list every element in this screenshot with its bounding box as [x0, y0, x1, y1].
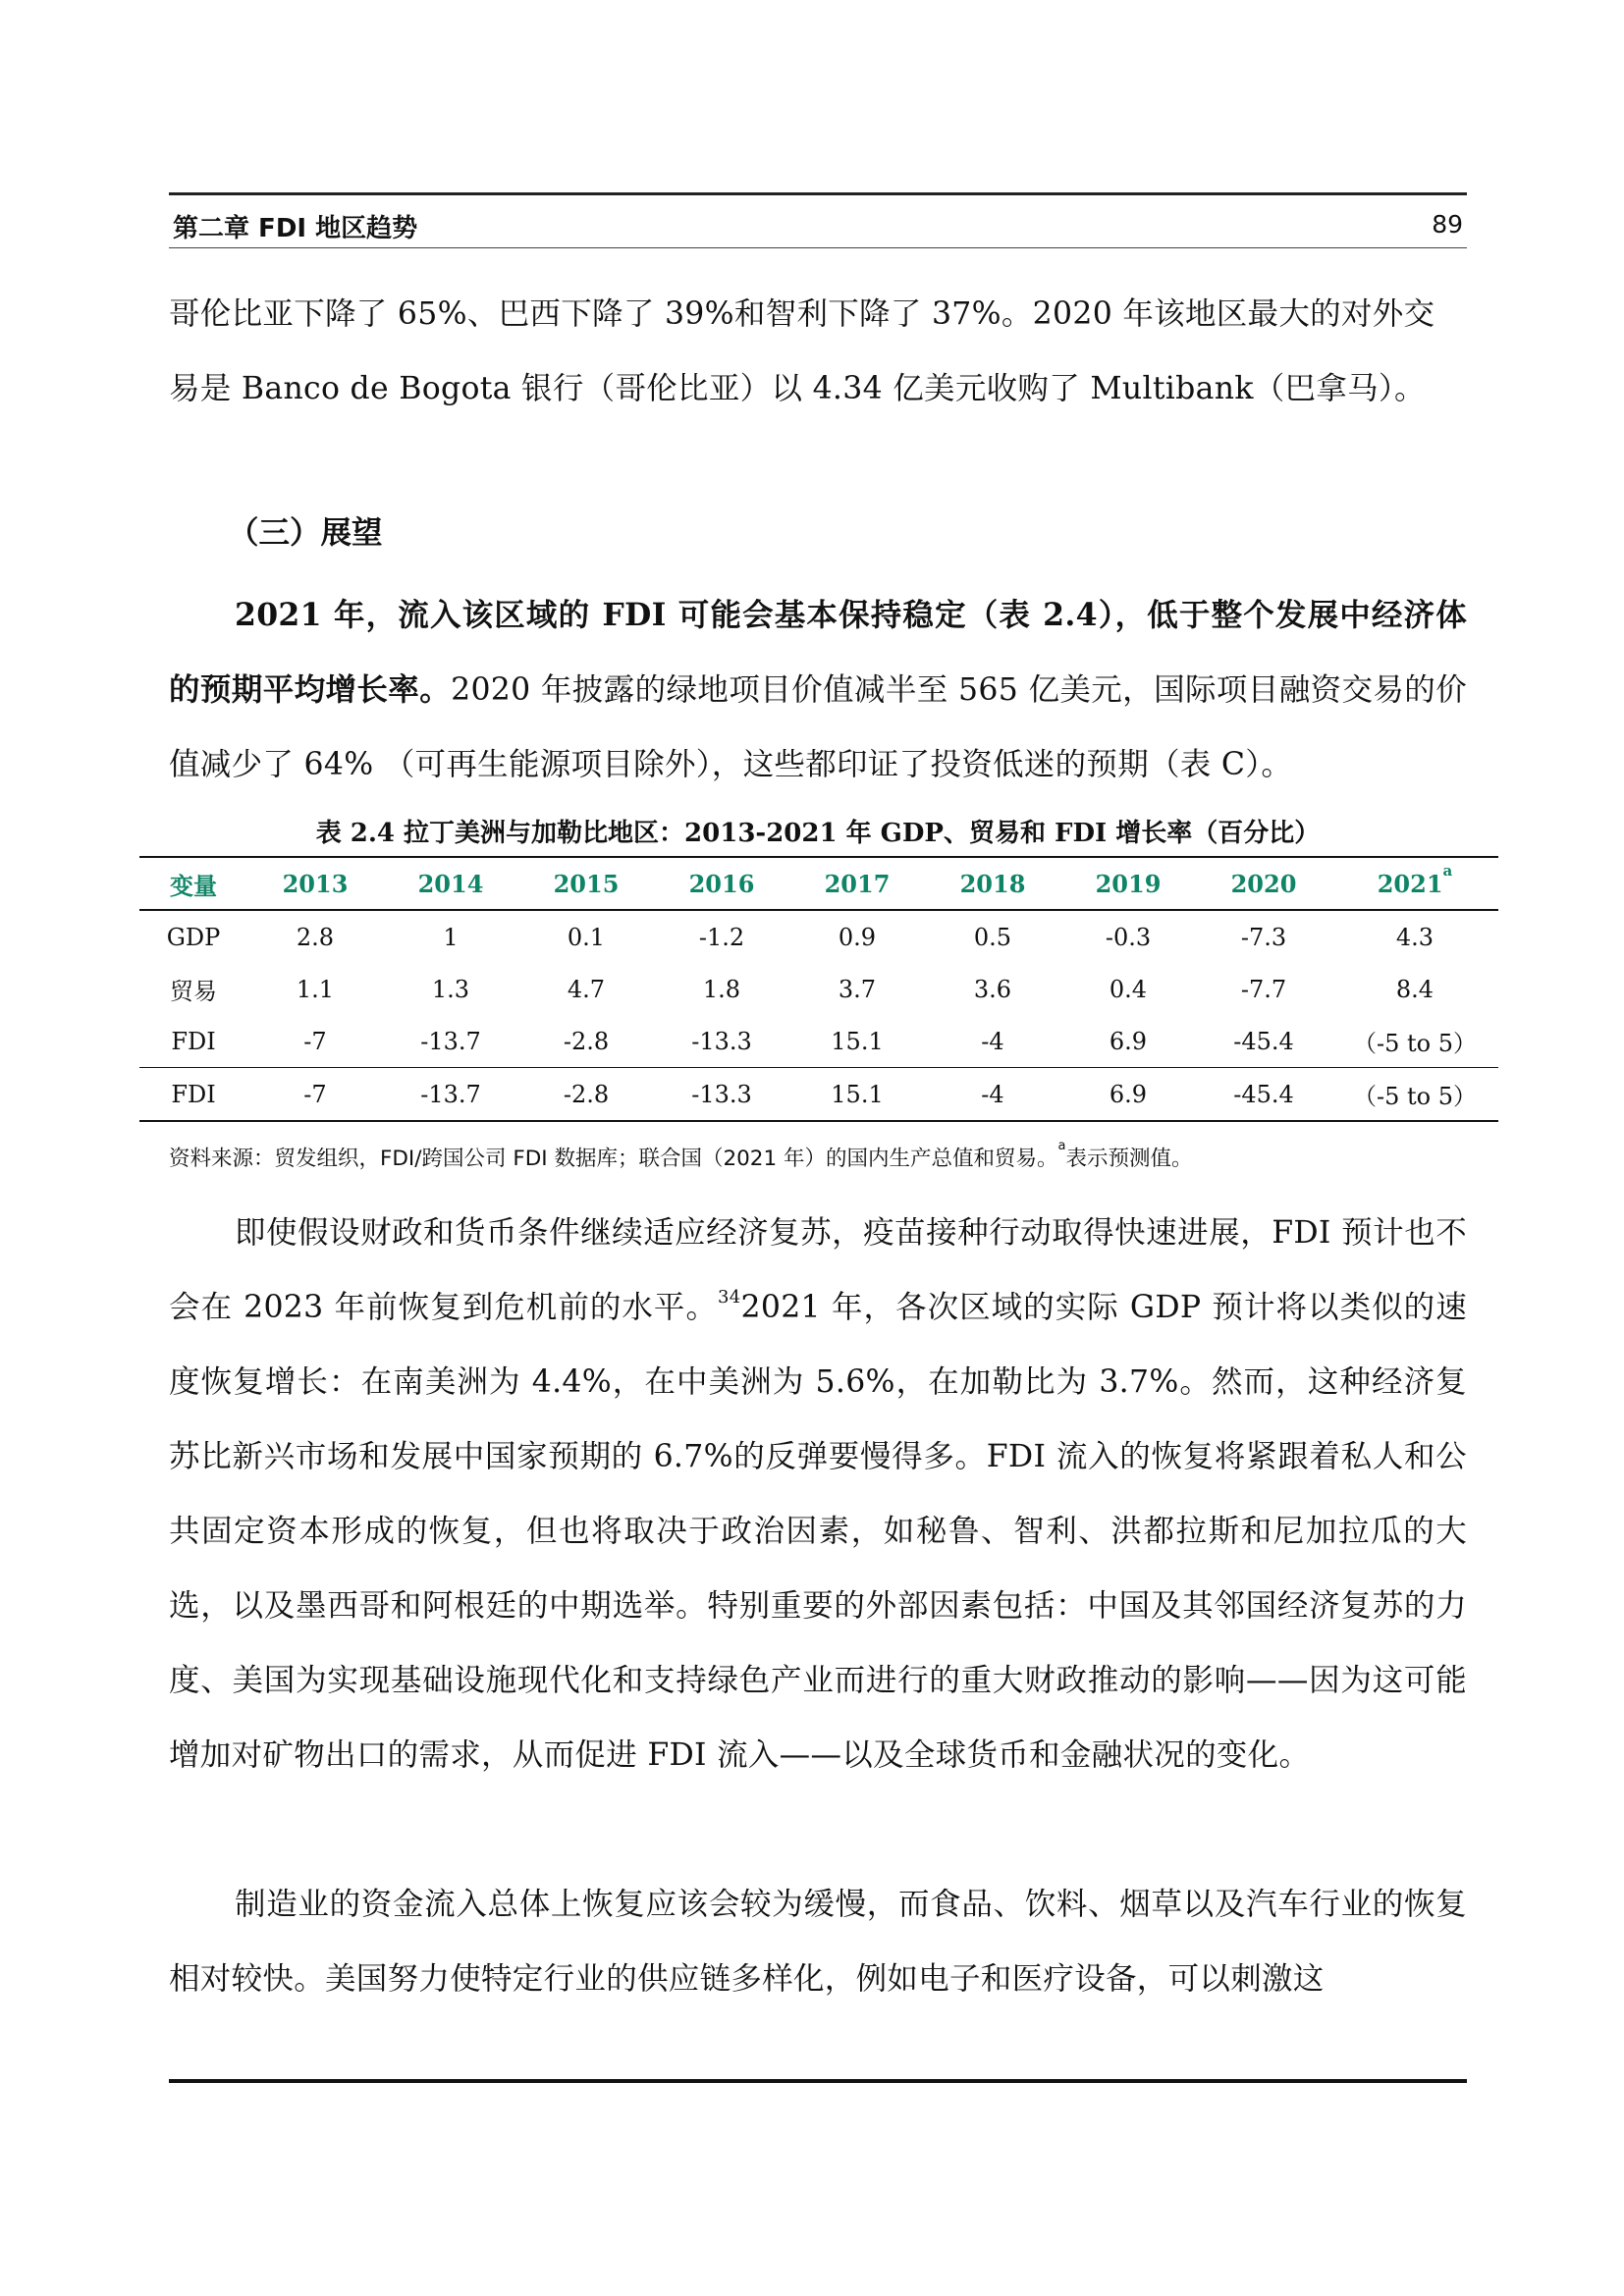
recovery-paragraph — [169, 1196, 1467, 1792]
row-label: FDI — [139, 1068, 247, 1122]
outlook-body: 2020 年披露的绿地项目价值减半至 565 亿美元，国际项目融资交易的价值减少了 64% （可再生能源项目除外），这些都印证了投资低迷的预期（表 C）。 — [169, 672, 1468, 782]
table-cell: 1.3 — [431, 975, 470, 1003]
recovery-text-b: 2021 年，各次区域的实际 GDP 预计将以类似的速度恢复增长：在南美洲为 4.4%，在中美洲为 5.6%，在加勒比为 3.7%。然而，这种经济复苏比新兴市场和发展中国家预期的 6.7%的反弹要慢得多。FDI 流入的恢复将紧跟着私人和公共固定资本形成的恢复，但也将取决于政治因素，如秘鲁、智利、洪都拉斯和尼加拉瓜的大选，以及墨西哥和阿根廷的中期选举。特别重要的外部因素包括：中国及其邻国经济复苏的力度、美国为实现基础设施现代化和支持绿色产业而进行的重大财政推动的影响——因为这可能增加对矿物出口的需求，从而促进 FDI 流入——以及全球货币和金融状况的变化。 — [169, 1290, 1467, 1773]
header-2017: 2017 — [789, 857, 925, 910]
header-2014: 2014 — [383, 857, 518, 910]
table-row — [139, 910, 1498, 963]
header-2016: 2016 — [654, 857, 789, 910]
table-cell: 1.8 — [702, 975, 741, 1003]
row-label: 贸易 — [170, 978, 217, 1005]
table-cell: 6.9 — [1060, 1068, 1196, 1122]
table-cell: -13.3 — [691, 1027, 752, 1055]
table-cell: （-5 to 5） — [1331, 1068, 1498, 1122]
section-heading: （三）展望 — [228, 515, 383, 551]
table-cell: 4.7 — [567, 975, 606, 1003]
table-cell: -13.3 — [654, 1068, 789, 1122]
header-2018: 2018 — [925, 857, 1060, 910]
table-cell: -45.4 — [1233, 1027, 1294, 1055]
table-cell: -45.4 — [1196, 1068, 1331, 1122]
header-2019: 2019 — [1060, 857, 1196, 910]
header-variable: 变量 — [139, 857, 247, 910]
table-cell: 1 — [443, 923, 459, 951]
table-cell: 3.6 — [973, 975, 1012, 1003]
table-cell: 8.4 — [1395, 975, 1435, 1003]
header-bottom-rule — [169, 247, 1467, 248]
header-2020: 2020 — [1196, 857, 1331, 910]
table-row — [139, 963, 1498, 1015]
table-cell: -13.7 — [420, 1027, 481, 1055]
row-label: FDI — [171, 1027, 216, 1055]
recovery-text-a: 即使假设财政和货币条件继续适应经济复苏，疫苗接种行动取得快速进展，FDI 预计也不会在 2023 年前恢复到危机前的水平。 — [169, 1215, 1467, 1325]
table-cell: -4 — [925, 1068, 1060, 1122]
table-cell: -1.2 — [698, 923, 745, 951]
outlook-paragraph — [169, 578, 1467, 802]
table-title: 表 2.4 拉丁美洲与加勒比地区：2013-2021 年 GDP、贸易和 FDI 增长率（百分比） — [315, 819, 1321, 848]
table-cell: 15.1 — [831, 1027, 884, 1055]
header-2021: 2021$^a$ — [1331, 857, 1498, 910]
intro-line-2: 易是 Banco de Bogota 银行（哥伦比亚）以 4.34 亿美元收购了 Multibank（巴拿马）。 — [169, 371, 1426, 406]
table-cell: 2.8 — [296, 923, 335, 951]
table-cell: 0.1 — [567, 923, 606, 951]
page-number: 89 — [1432, 210, 1463, 239]
forecast-marker: a — [1442, 861, 1453, 880]
intro-paragraph — [169, 277, 1467, 426]
table-cell: 0.9 — [838, 923, 877, 951]
table-source-note: 资料来源：贸发组织，FDI/跨国公司 FDI 数据库；联合国（2021 年）的国内生产总值和贸易。$^a$表示预测值。 — [169, 1138, 1193, 1171]
table-cell: 0.4 — [1109, 975, 1148, 1003]
intro-line-1: 哥伦比亚下降了 65%、巴西下降了 39%和智利下降了 37%。2020 年该地区最大的对外交 — [169, 296, 1435, 332]
table-cell: （-5 to 5） — [1353, 1030, 1477, 1057]
header-2013: 2013 — [247, 857, 383, 910]
row-label: GDP — [166, 923, 221, 951]
table-row — [139, 1068, 1498, 1122]
manufacturing-paragraph — [169, 1867, 1467, 2016]
table-cell: -4 — [981, 1027, 1004, 1055]
header-2015: 2015 — [518, 857, 654, 910]
table-cell: 15.1 — [789, 1068, 925, 1122]
table-cell: 0.5 — [973, 923, 1012, 951]
table-row — [139, 1015, 1498, 1068]
table-cell: -7.3 — [1240, 923, 1287, 951]
header-top-rule — [169, 192, 1467, 195]
table-cell: 4.3 — [1395, 923, 1435, 951]
table-cell: -7.7 — [1240, 975, 1287, 1003]
table-cell: -2.8 — [518, 1068, 654, 1122]
chapter-title: 第二章 FDI 地区趋势 — [173, 214, 418, 243]
table-cell: 3.7 — [838, 975, 877, 1003]
table-header-row — [139, 857, 1498, 910]
table-cell: -7 — [247, 1068, 383, 1122]
table-cell: -0.3 — [1105, 923, 1152, 951]
table-cell: 1.1 — [296, 975, 335, 1003]
growth-rate-table — [139, 856, 1498, 1122]
table-cell: -2.8 — [563, 1027, 610, 1055]
footnote-ref: 34 — [718, 1286, 741, 1308]
table-cell: 6.9 — [1109, 1027, 1148, 1055]
footer-rule — [169, 2079, 1467, 2083]
outlook-key-sentence: 2021 年，流入该区域的 FDI 可能会基本保持稳定（表 2.4），低于整个发展中经济体的预期平均增长率。 — [169, 597, 1467, 708]
table-cell: -13.7 — [383, 1068, 518, 1122]
table-cell: -7 — [303, 1027, 327, 1055]
manufacturing-text: 制造业的资金流入总体上恢复应该会较为缓慢，而食品、饮料、烟草以及汽车行业的恢复相对较快。美国努力使特定行业的供应链多样化，例如电子和医疗设备，可以刺激这 — [169, 1887, 1467, 1997]
